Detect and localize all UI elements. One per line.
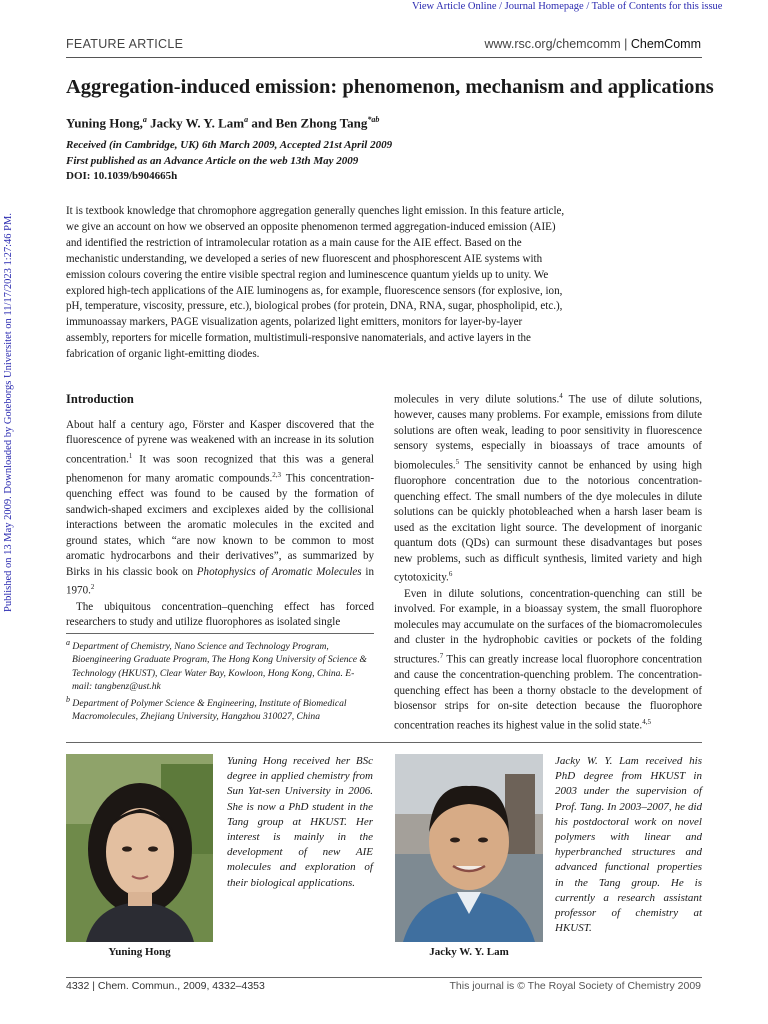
paragraph bbox=[66, 418, 374, 600]
download-stamp: Published on 13 May 2009. Downloaded by Goteborgs Universitet on 11/17/2023 1:27:46 PM. bbox=[3, 213, 14, 612]
footer-rule bbox=[66, 977, 702, 978]
citation[interactable]: 4,5 bbox=[642, 717, 651, 726]
paragraph bbox=[394, 389, 702, 587]
portrait-image bbox=[66, 754, 213, 942]
abstract: It is textbook knowledge that chromophore aggregation generally quenches light emission. In this feature article, we give an account on how we observed an opposite phenomenon termed aggregation-induced emission (AIE) and identified the restriction of intramolecular rotation as a main cause for the AIE effect. Based on the mechanistic understanding, we developed a series of new fluorescent and phosphorescent AIE systems with emission colours covering the entire visible spectral region and luminescence quantum yields up to unity. We explored high-tech applications of the AIE luminogens as, for example, fluorescence sensors (for explosive, ion, pH, temperature, viscosity, pressure, etc.), biological probes (for protein, DNA, RNA, sugar, phospholipid, etc.), immunoassay markers, PAGE visualization agents, polarized light emitters, monitors for layer-by-layer assembly, reporters for micelle formation, multistimuli-responsive nanomaterials, and active layers in the fabrication of organic light-emitting diodes. bbox=[66, 205, 565, 361]
author-name: Yuning Hong, bbox=[66, 115, 143, 131]
received-date: Received (in Cambridge, UK) 6th March 2009, Accepted 21st April 2009 bbox=[66, 139, 393, 151]
paragraph-text: Even in dilute solutions, concentration-quenching can still be involved. For example, in a bioassay system, the small fluorophore molecules may accumulate on the surfaces of the biomacromolecules and cluster in the hydrophobic cavities or pockets of the folding structures. bbox=[394, 587, 702, 666]
author-photo-yuning-hong bbox=[66, 754, 213, 942]
bio-rule bbox=[66, 742, 702, 743]
footnote-mark: a bbox=[66, 638, 70, 647]
citation[interactable]: 6 bbox=[448, 570, 453, 579]
citation[interactable]: 1 bbox=[128, 451, 133, 460]
affiliation-footnotes bbox=[66, 636, 374, 724]
doi[interactable]: DOI: 10.1039/b904665h bbox=[66, 170, 178, 182]
author-bio: Yuning Hong received her BSc degree in applied chemistry from Sun Yat-sen University in 2006. She is now a PhD student in the Tang group at HKUST. Her interest is mainly in the development of new AIE molecules and exploration of their biological applications. bbox=[227, 755, 373, 889]
author-photo-jacky-lam bbox=[395, 754, 543, 942]
author-affiliation: a bbox=[244, 115, 249, 124]
author-affiliation: *ab bbox=[367, 115, 380, 124]
paragraph: The ubiquitous concentration–quenching effect has forced researchers to study and utilize fluorophores as isolated single bbox=[66, 600, 374, 629]
right-column bbox=[394, 389, 702, 734]
citation[interactable]: 2 bbox=[90, 583, 95, 592]
author-name: and Ben Zhong Tang bbox=[251, 115, 368, 131]
author-bio: Jacky W. Y. Lam received his PhD degree from HKUST in 2003 under the supervision of Prof. Tang. In 2003–2007, he did his postdoctoral work on novel polymers with linear and hyperbranched structures and advanced functional properties in the Tang group. He is currently a research assistant professor of chemistry at HKUST. bbox=[555, 755, 702, 935]
paragraph-text: molecules in very dilute solutions. bbox=[394, 393, 560, 406]
paragraph-text: The sensitivity cannot be enhanced by using high fluorophore concentration due to the notorious concentration-quenching effect. The small numbers of the dye molecules in dilute solutions can be quickly photobleached when a harsh laser beam is used as the excitation light source. The development of inorganic quantum dots (QDs) can surmount these disadvantages but poses new problems, such as difficult synthesis, limited variety and high cytotoxicity. bbox=[394, 459, 702, 585]
book-title: Photophysics of Aromatic Molecules bbox=[196, 565, 362, 578]
photo-caption: Jacky W. Y. Lam bbox=[429, 946, 509, 958]
footnote-a bbox=[66, 636, 374, 693]
section-heading: Introduction bbox=[66, 392, 134, 406]
citation[interactable]: 2,3 bbox=[272, 470, 282, 479]
paragraph-text: It was soon recognized that this was a general phenomenon for many aromatic compounds. bbox=[66, 453, 374, 485]
publication-history bbox=[66, 138, 392, 169]
paragraph-text: The use of dilute solutions, however, causes many problems. For example, emissions from dilute solutions are often weak, leading to poor sensitivity in fluorescence sensory systems, especially in bioassays of trace amounts of biomolecules. bbox=[394, 393, 702, 472]
citation[interactable]: 7 bbox=[439, 651, 444, 660]
first-published-date: First published as an Advance Article on the web 13th May 2009 bbox=[66, 154, 359, 167]
section-label: FEATURE ARTICLE bbox=[66, 37, 184, 51]
article-title: Aggregation-induced emission: phenomenon, mechanism and applications bbox=[66, 76, 714, 98]
footnote-mark: b bbox=[66, 695, 70, 704]
journal-url[interactable]: www.rsc.org/chemcomm bbox=[484, 37, 621, 51]
article-nav-links[interactable]: View Article Online / Journal Homepage / Table of Contents for this issue bbox=[412, 1, 723, 12]
portrait-image bbox=[395, 754, 543, 942]
citation[interactable]: 4 bbox=[559, 392, 563, 400]
photo-caption: Yuning Hong bbox=[108, 946, 171, 958]
header-rule bbox=[66, 57, 702, 58]
paragraph-text: About half a century ago, Förster and Kasper discovered that the fluorescence of pyrene was weakened with an increase in its solution concentration. bbox=[66, 418, 374, 466]
journal-name: ChemComm bbox=[630, 37, 701, 51]
footnote-rule bbox=[66, 633, 374, 634]
author-name: Jacky W. Y. Lam bbox=[150, 115, 245, 131]
citation[interactable]: 5 bbox=[455, 457, 460, 466]
left-column bbox=[66, 392, 374, 631]
header-separator: | bbox=[624, 37, 628, 51]
paragraph-text: This concentration-quenching effect was found to be caused by the formation of sandwich-shaped excimers and exciplexes aided by the collisional interactions between the aromatic molecules in the excited and ground states, which “are now known to be common to most aromatic hydrocarbons and their derivatives”, as summarized by Birks in his classic book on bbox=[66, 472, 374, 578]
footnote-b bbox=[66, 693, 374, 724]
author-affiliation: a bbox=[142, 115, 147, 124]
journal-header bbox=[484, 37, 701, 51]
paragraph bbox=[394, 587, 702, 734]
copyright: This journal is © The Royal Society of Chemistry 2009 bbox=[449, 980, 701, 992]
footnote-text: Department of Chemistry, Nano Science and Technology Program, Bioengineering Graduate Program, The Hong Kong University of Science & Technology (HKUST), Clear Water Bay, Kowloon, Hong Kong, China. E-mail: tangbenz@ust.hk bbox=[72, 641, 367, 692]
paragraph-text: This can greatly increase local fluorophore concentration and cause the concentration-quenching problem. The concentration-quenching effect has been a thorny obstacle to the development of biosensor strips for on-site detection because the fluorophore concentration reaches its highest value in the solid state. bbox=[394, 653, 702, 732]
author-list bbox=[66, 115, 379, 131]
page-citation: 4332 | Chem. Commun., 2009, 4332–4353 bbox=[66, 980, 265, 992]
paragraph-text: in 1970. bbox=[66, 565, 374, 598]
footnote-text: Department of Polymer Science & Engineering, Institute of Biomedical Macromolecules, Zhejiang University, Hangzhou 310027, China bbox=[72, 698, 347, 723]
